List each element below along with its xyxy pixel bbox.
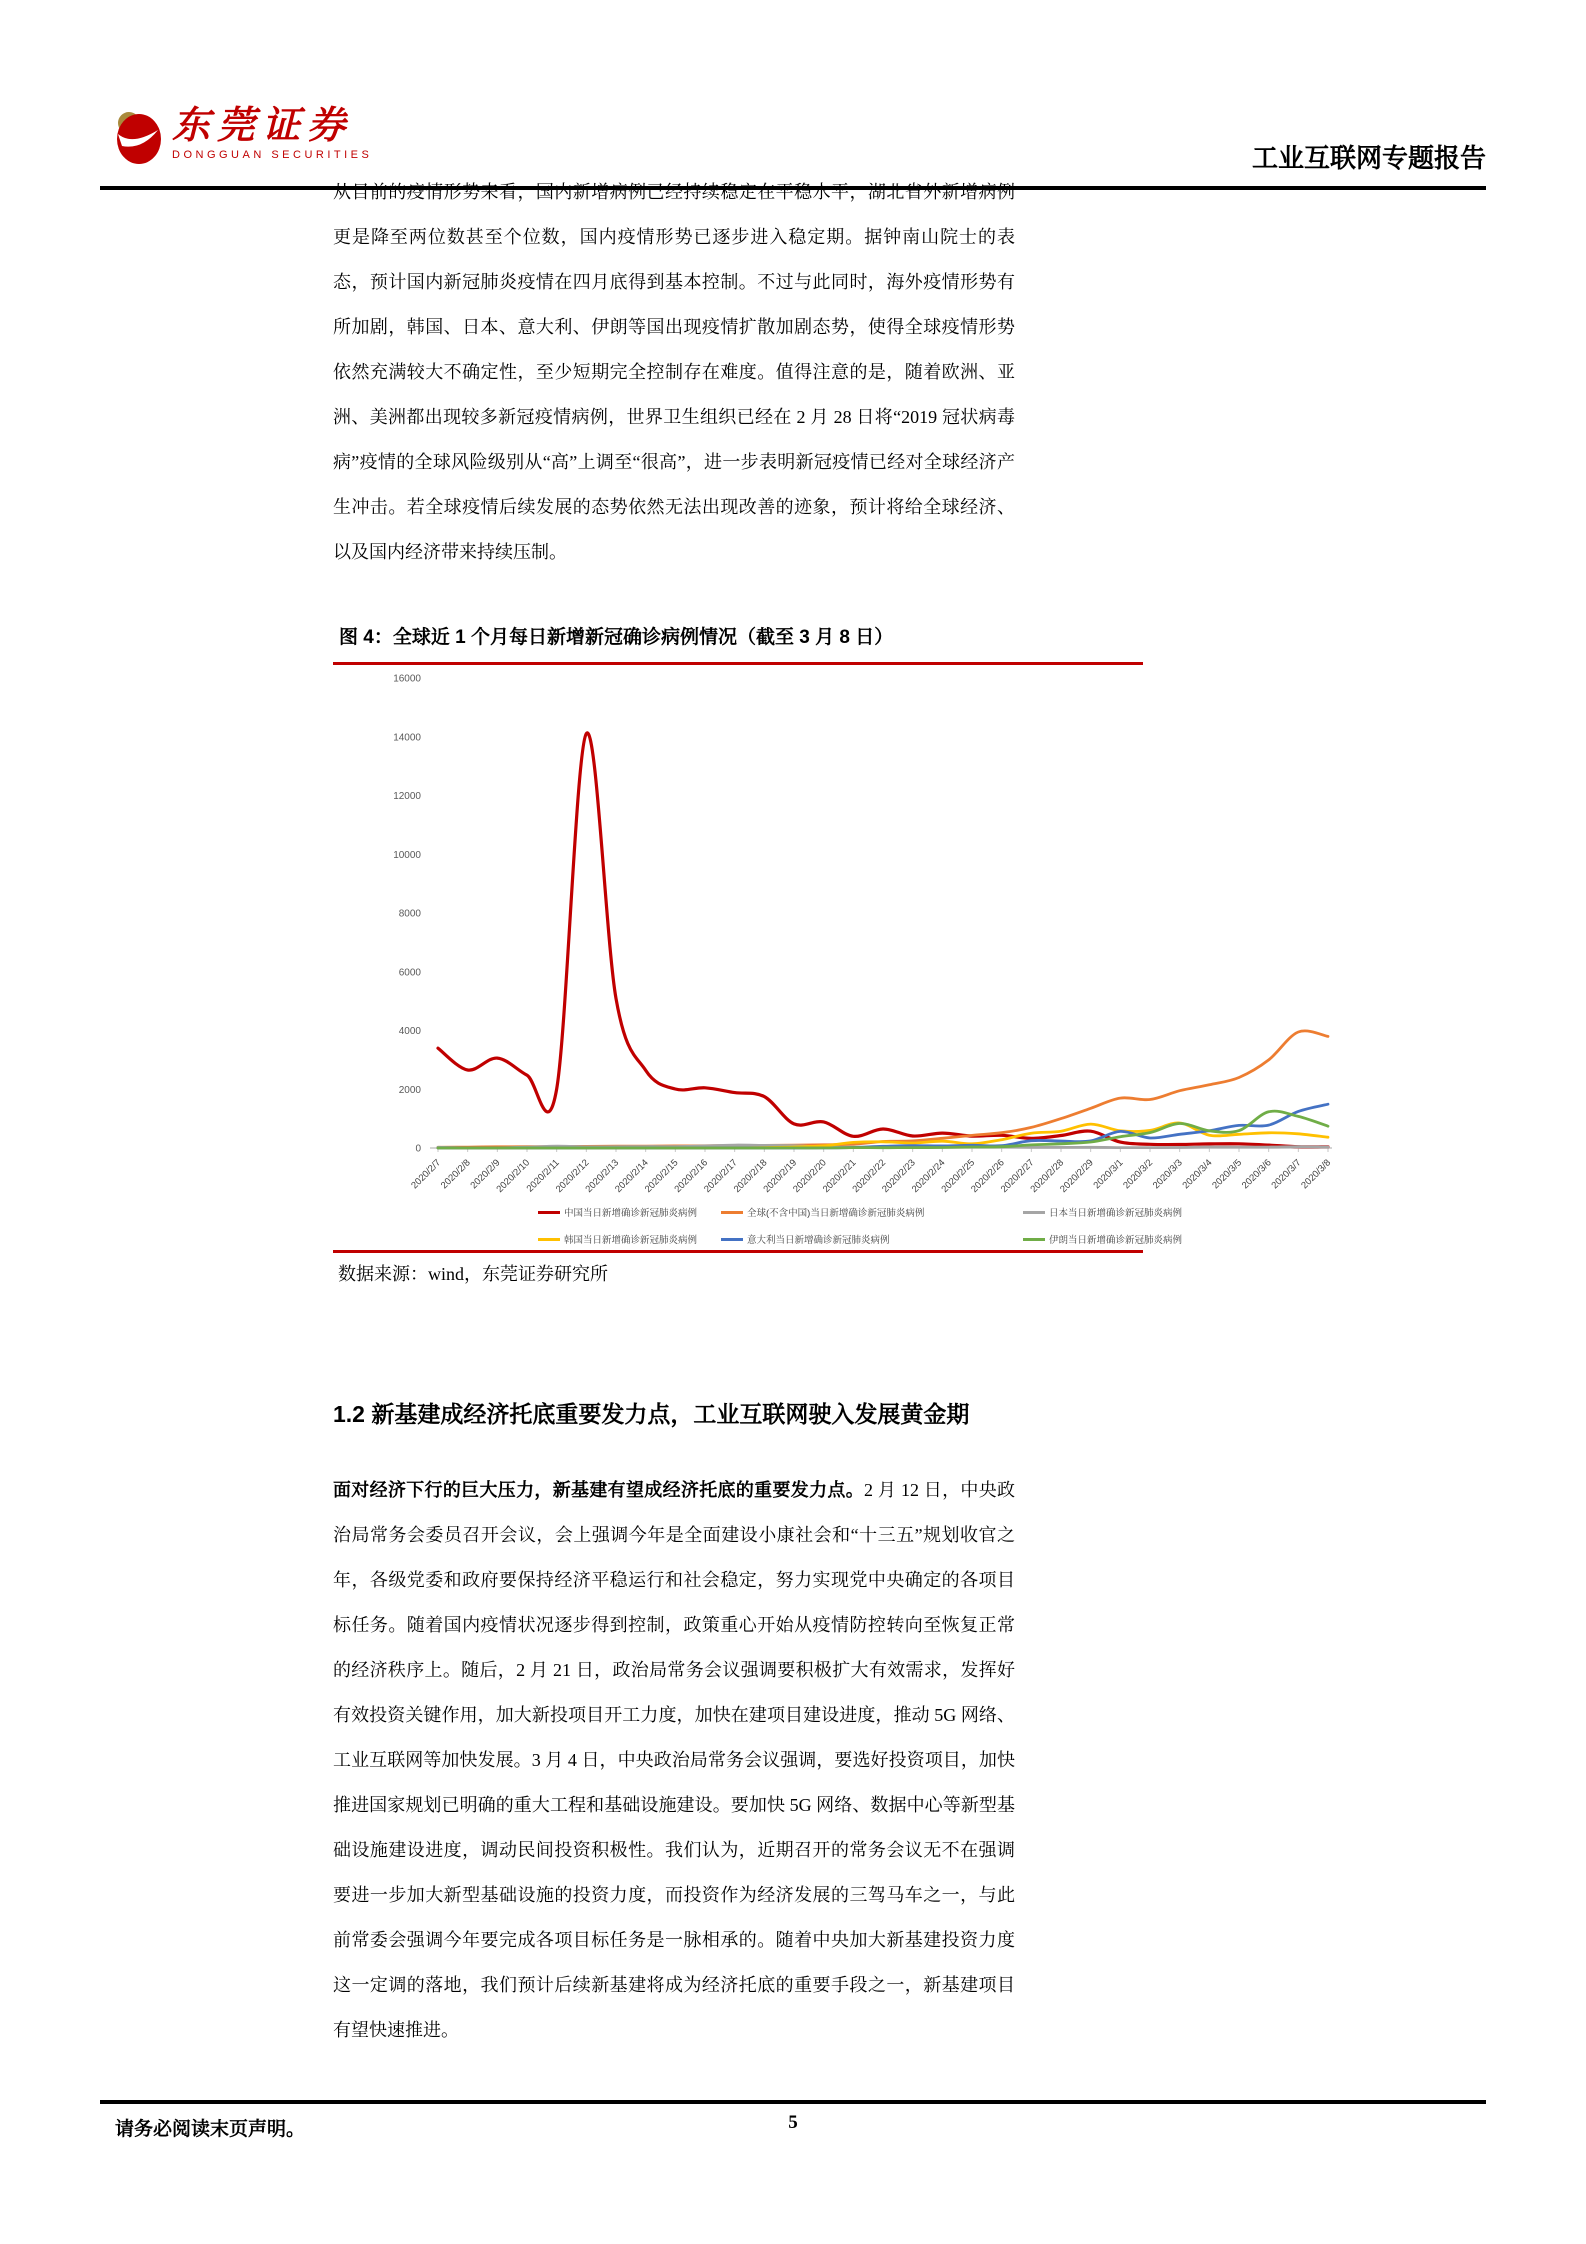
footer-disclaimer: 请务必阅读末页声明。 — [115, 2119, 306, 2140]
x-axis-label: 2020/2/19 — [761, 1157, 800, 1196]
y-axis-label: 12000 — [393, 791, 421, 802]
chart-legend-row-2 — [333, 1232, 1393, 1247]
x-axis-label: 2020/2/12 — [553, 1157, 592, 1196]
legend-swatch — [1023, 1238, 1045, 1241]
x-axis-label: 2020/2/7 — [409, 1157, 444, 1192]
y-axis-label: 4000 — [398, 1026, 421, 1037]
section-heading-1-2: 1.2 新基建成经济托底重要发力点，工业互联网驶入发展黄金期 — [333, 1401, 970, 1427]
x-axis-label: 2020/2/23 — [880, 1157, 918, 1196]
x-axis-label: 2020/2/26 — [969, 1157, 1007, 1196]
x-axis-label: 2020/2/25 — [939, 1157, 978, 1196]
x-axis-label: 2020/3/7 — [1269, 1157, 1304, 1192]
x-axis-label: 2020/3/6 — [1239, 1157, 1274, 1192]
x-axis-label: 2020/2/21 — [820, 1157, 859, 1196]
x-axis-label: 2020/2/28 — [1028, 1157, 1067, 1196]
legend-label: 中国当日新增确诊新冠肺炎病例 — [564, 1208, 698, 1219]
x-axis-label: 2020/2/8 — [438, 1157, 473, 1192]
legend-label: 日本当日新增确诊新冠肺炎病例 — [1049, 1208, 1183, 1219]
x-axis-label: 2020/2/16 — [672, 1157, 711, 1196]
figure-title: 图 4：全球近 1 个月每日新增新冠确诊病例情况（截至 3 月 8 日） — [339, 627, 894, 648]
company-logo — [112, 106, 372, 166]
x-axis-label: 2020/2/9 — [468, 1157, 503, 1192]
covid-line-chart — [333, 668, 1393, 1203]
legend-swatch — [538, 1211, 560, 1214]
x-axis-label: 2020/3/8 — [1299, 1157, 1334, 1192]
page-number: 5 — [788, 2112, 798, 2133]
x-axis-label: 2020/2/14 — [613, 1157, 651, 1196]
logo-icon — [112, 106, 162, 166]
x-axis-label: 2020/3/1 — [1091, 1157, 1126, 1192]
x-axis-label: 2020/2/10 — [494, 1157, 533, 1196]
legend-swatch — [538, 1238, 560, 1241]
y-axis-label: 14000 — [393, 732, 421, 744]
report-type-title: 工业互联网专题报告 — [1251, 143, 1486, 173]
footer-divider — [100, 2100, 1486, 2104]
logo-text-cn: 东莞证券 — [172, 105, 353, 147]
legend-swatch — [1023, 1211, 1045, 1214]
x-axis-label: 2020/2/11 — [524, 1157, 562, 1195]
legend-item — [538, 1205, 697, 1219]
x-axis-label: 2020/3/4 — [1180, 1157, 1215, 1192]
x-axis-label: 2020/2/24 — [909, 1157, 948, 1196]
figure-bottom-rule — [333, 1250, 1143, 1253]
y-axis-label: 2000 — [398, 1084, 421, 1096]
paragraph-2-lead-bold: 面对经济下行的巨大压力，新基建有望成经济托底的重要发力点。 — [333, 1480, 865, 1500]
legend-label: 全球(不含中国)当日新增确诊新冠肺炎病例 — [747, 1208, 925, 1219]
figure-source: 数据来源：wind，东莞证券研究所 — [338, 1264, 608, 1284]
x-axis-label: 2020/3/5 — [1210, 1157, 1245, 1192]
body-paragraph-2 — [333, 1468, 1015, 2053]
figure-top-rule — [333, 662, 1143, 665]
legend-item — [721, 1232, 890, 1246]
x-axis-label: 2020/3/2 — [1121, 1157, 1156, 1192]
x-axis-label: 2020/2/22 — [850, 1157, 889, 1196]
legend-label: 韩国当日新增确诊新冠肺炎病例 — [564, 1235, 698, 1246]
x-axis-label: 2020/3/3 — [1150, 1157, 1185, 1192]
legend-item — [721, 1205, 924, 1219]
x-axis-label: 2020/2/13 — [583, 1157, 622, 1196]
legend-item — [1023, 1232, 1182, 1246]
legend-item — [1023, 1205, 1182, 1219]
x-axis-label: 2020/2/27 — [998, 1157, 1037, 1196]
legend-swatch — [721, 1238, 743, 1241]
logo-text-en: DONGGUAN SECURITIES — [172, 149, 373, 161]
legend-label: 意大利当日新增确诊新冠肺炎病例 — [747, 1235, 890, 1246]
legend-swatch — [721, 1211, 743, 1214]
x-axis-label: 2020/2/29 — [1058, 1157, 1096, 1196]
y-axis-label: 16000 — [393, 673, 421, 685]
x-axis-label: 2020/2/15 — [642, 1157, 681, 1196]
chart-legend-row-1 — [333, 1205, 1393, 1220]
y-axis-label: 0 — [415, 1143, 421, 1155]
legend-label: 伊朗当日新增确诊新冠肺炎病例 — [1049, 1235, 1183, 1246]
y-axis-label: 8000 — [398, 908, 421, 920]
y-axis-label: 6000 — [398, 967, 421, 979]
x-axis-label: 2020/2/18 — [731, 1157, 770, 1196]
series-line-0 — [438, 733, 1328, 1147]
x-axis-label: 2020/2/20 — [791, 1157, 829, 1196]
legend-item — [538, 1232, 697, 1246]
y-axis-label: 10000 — [393, 849, 421, 861]
paragraph-2-body: 2 月 12 日，中央政治局常务会委员召开会议，会上强调今年是全面建设小康社会和“十三五”规划收官之年，各级党委和政府要保持经济平稳运行和社会稳定，努力实现党中央确定的各项目标任务。随着国内疫情状况逐步得到控制，政策重心开始从疫情防控转向至恢复正常的经济秩序上。随后，2 月 21 日，政治局常务会议强调要积极扩大有效需求，发挥好有效投资关键作用，加大新投项目开工力度，加快在建项目建设进度，推动 5G 网络、工业互联网等加快发展。3 月 4 日，中央政治局常务会议强调，要选好投资项目，加快推进国家规划已明确的重大工程和基础设施建设。要加快 5G 网络、数据中心等新型基础设施建设进度，调动民间投资积极性。我们认为，近期召开的常务会议无不在强调要进一步加大新型基础设施的投资力度，而投资作为经济发展的三驾马车之一，与此前常委会强调今年要完成各项目标任务是一脉相承的。随着中央加大新基建投资力度这一定调的落地，我们预计后续新基建将成为经济托底的重要手段之一，新基建项目有望快速推进。 — [333, 1480, 1016, 2040]
body-paragraph-1: 从目前的疫情形势来看，国内新增病例已经持续稳定在平稳水平，湖北省外新增病例更是降至两位数甚至个位数，国内疫情形势已逐步进入稳定期。据钟南山院士的表态，预计国内新冠肺炎疫情在四月底得到基本控制。不过与此同时，海外疫情形势有所加剧，韩国、日本、意大利、伊朗等国出现疫情扩散加剧态势，使得全球疫情形势依然充满较大不确定性，至少短期完全控制存在难度。值得注意的是，随着欧洲、亚洲、美洲都出现较多新冠疫情病例，世界卫生组织已经在 2 月 28 日将“2019 冠状病毒病”疫情的全球风险级别从“高”上调至“很高”，进一步表明新冠疫情已经对全球经济产生冲击。若全球疫情后续发展的态势依然无法出现改善的迹象，预计将给全球经济、以及国内经济带来持续压制。 — [333, 182, 1015, 562]
x-axis-label: 2020/2/17 — [702, 1157, 740, 1196]
